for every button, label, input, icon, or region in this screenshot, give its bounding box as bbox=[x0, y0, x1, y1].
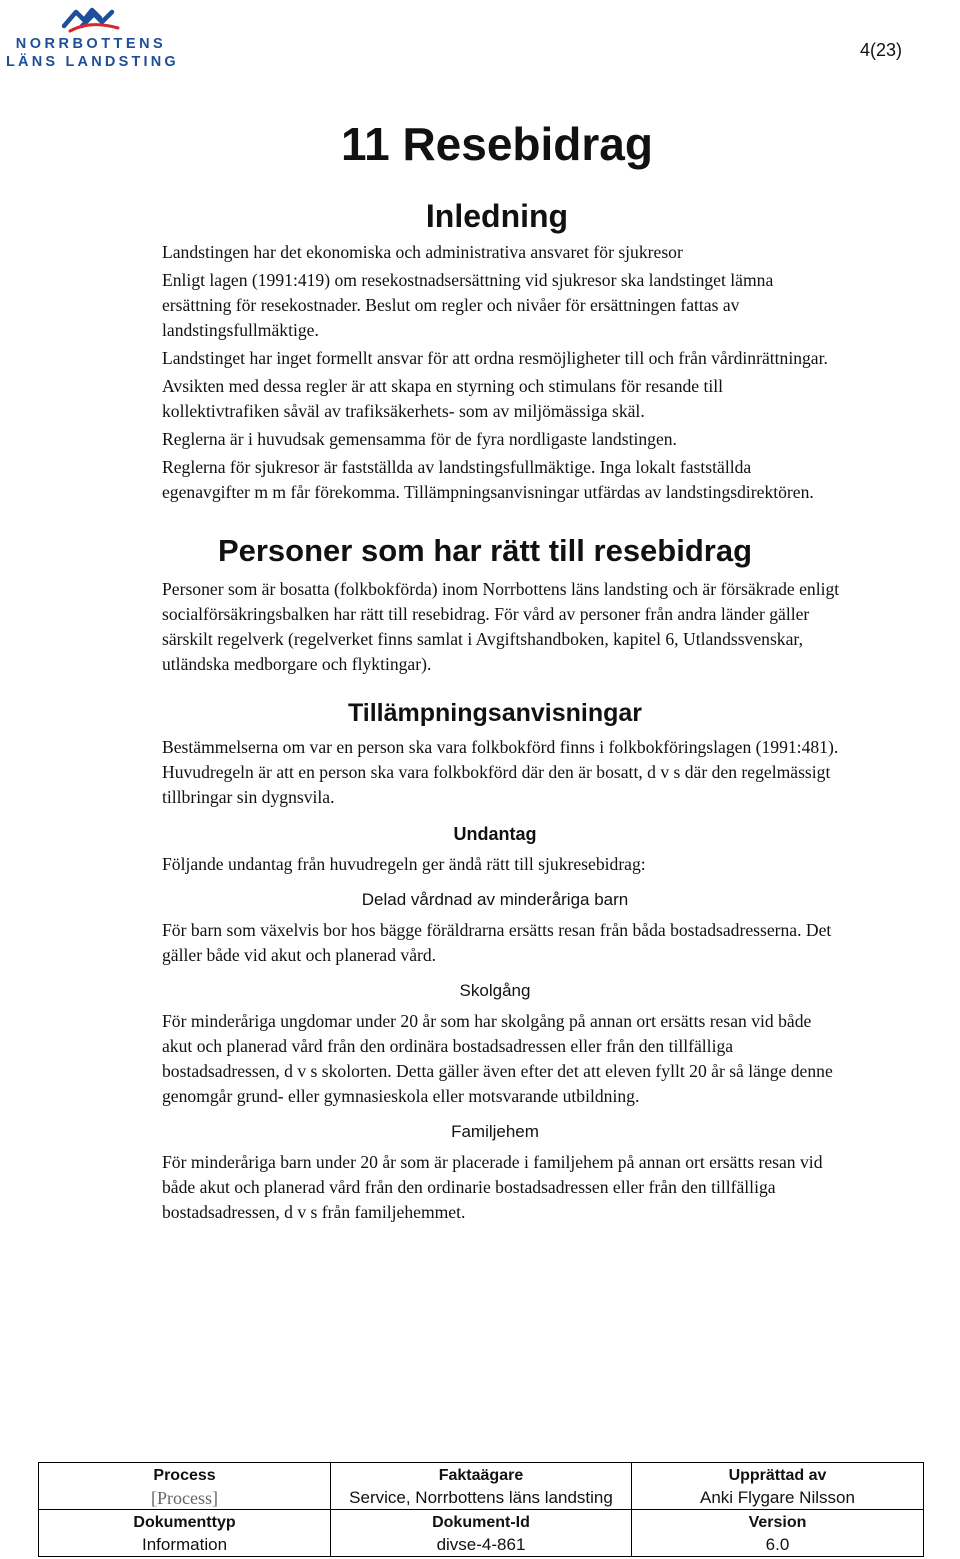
shared-custody-paragraph: För barn som växelvis bor hos bägge föräldrarna ersätts resan från båda bostadsadresserna. Det gäller både vid akut och planerad vård. bbox=[162, 920, 832, 965]
school-heading: Skolgång bbox=[459, 981, 531, 1000]
footer-author-label: Upprättad av bbox=[728, 1467, 827, 1484]
exception-heading: Undantag bbox=[453, 824, 537, 844]
document-title: 11 Resebidrag bbox=[341, 118, 653, 170]
foster-paragraph: För minderåriga barn under 20 år som är placerade i familjehem på annan ort ersätts resan vid både akut och planerad vård från den ordinarie bostadsadressen eller från den tillfälliga bostadsadressen, d v s från familjehemmet. bbox=[162, 1152, 823, 1222]
intro-paragraph: Landstinget har inget formellt ansvar för att ordna resmöjligheter till och från vårdinrättningar. bbox=[162, 348, 828, 368]
document-body bbox=[162, 196, 842, 1230]
exception-paragraph: Följande undantag från huvudregeln ger ändå rätt till sjukresebidrag: bbox=[162, 854, 646, 874]
document-footer-table bbox=[38, 1462, 924, 1557]
school-paragraph: För minderåriga ungdomar under 20 år som har skolgång på annan ort ersätts resan vid både akut och planerad vård från den ordinära bostadsadressen eller från den tillfälliga bostadsadressen, d v s skolorten. Detta gäller även efter det att eleven fyllt 20 år så länge denne genomgår grund- eller gymnasieskola eller motsvarande utbildning. bbox=[162, 1011, 833, 1106]
rights-paragraph: Personer som är bosatta (folkbokförda) inom Norrbottens läns landsting och är försäkrade enligt socialförsäkringsbalken har rätt till resebidrag. För vård av personer från andra länder gäller särskilt regelverk (regelverket finns samlat i Avgiftshandboken, kapitel 6, Utlandssvenskar, utländska medborgare och flyktingar). bbox=[162, 579, 840, 674]
logo-text-line2: LÄNS LANDSTING bbox=[6, 54, 179, 70]
norrbotten-logo-icon bbox=[60, 4, 122, 34]
footer-author-value: Anki Flygare Nilsson bbox=[699, 1488, 855, 1507]
intro-paragraph: Reglerna för sjukresor är fastställda av landstingsfullmäktige. Inga lokalt fastställda egenavgifter m m får förekomma. Tillämpningsanvisningar utfärdas av landstingsdirektören. bbox=[162, 457, 814, 502]
shared-custody-heading: Delad vårdnad av minderåriga barn bbox=[361, 890, 629, 909]
intro-paragraph: Avsikten med dessa regler är att skapa en styrning och stimulans för resande till kollektivtrafiken såväl av trafiksäkerhets- som av miljömässiga skäl. bbox=[162, 376, 724, 421]
rights-heading: Personer som har rätt till resebidrag bbox=[217, 533, 753, 568]
footer-version-value: 6.0 bbox=[765, 1535, 790, 1554]
page-number: 4(23) bbox=[859, 40, 902, 60]
footer-row bbox=[39, 1510, 924, 1557]
intro-paragraph: Landstingen har det ekonomiska och administrativa ansvaret för sjukresor bbox=[162, 242, 683, 262]
footer-doctype-label: Dokumenttyp bbox=[133, 1514, 236, 1531]
footer-owner-cell bbox=[331, 1463, 632, 1510]
footer-docid-value: divse-4-861 bbox=[436, 1535, 526, 1554]
footer-doctype-value: Information bbox=[142, 1535, 228, 1554]
footer-docid-label: Dokument-Id bbox=[432, 1514, 530, 1531]
footer-author-cell bbox=[631, 1463, 923, 1510]
footer-process-value: [Process] bbox=[151, 1488, 219, 1508]
footer-owner-label: Faktaägare bbox=[438, 1467, 524, 1484]
footer-version-label: Version bbox=[748, 1514, 807, 1531]
intro-heading: Inledning bbox=[425, 198, 569, 234]
footer-docid-cell bbox=[331, 1510, 632, 1557]
organization-logo bbox=[6, 4, 179, 70]
footer-owner-value: Service, Norrbottens läns landsting bbox=[349, 1488, 613, 1507]
logo-text-line1: NORRBOTTENS bbox=[15, 36, 167, 52]
application-paragraph: Bestämmelserna om var en person ska vara folkbokförd finns i folkbokföringslagen (1991:481). Huvudregeln är att en person ska vara folkbokförd där den är bosatt, d v s där den regelmässigt tillbringar sin dygnsvila. bbox=[162, 737, 839, 807]
footer-doctype-cell bbox=[39, 1510, 331, 1557]
footer-process-cell bbox=[39, 1463, 331, 1510]
intro-paragraph: Enligt lagen (1991:419) om resekostnadsersättning vid sjukresor ska landstinget lämna ersättning för resekostnader. Beslut om regler och nivåer för ersättningen fattas av landstingsfullmäktige. bbox=[162, 270, 774, 340]
foster-heading: Familjehem bbox=[451, 1122, 539, 1141]
footer-process-label: Process bbox=[153, 1467, 216, 1484]
footer-version-cell bbox=[631, 1510, 923, 1557]
intro-paragraph: Reglerna är i huvudsak gemensamma för de fyra nordligaste landstingen. bbox=[162, 429, 677, 449]
footer-row bbox=[39, 1463, 924, 1510]
application-heading: Tillämpningsanvisningar bbox=[347, 699, 643, 727]
